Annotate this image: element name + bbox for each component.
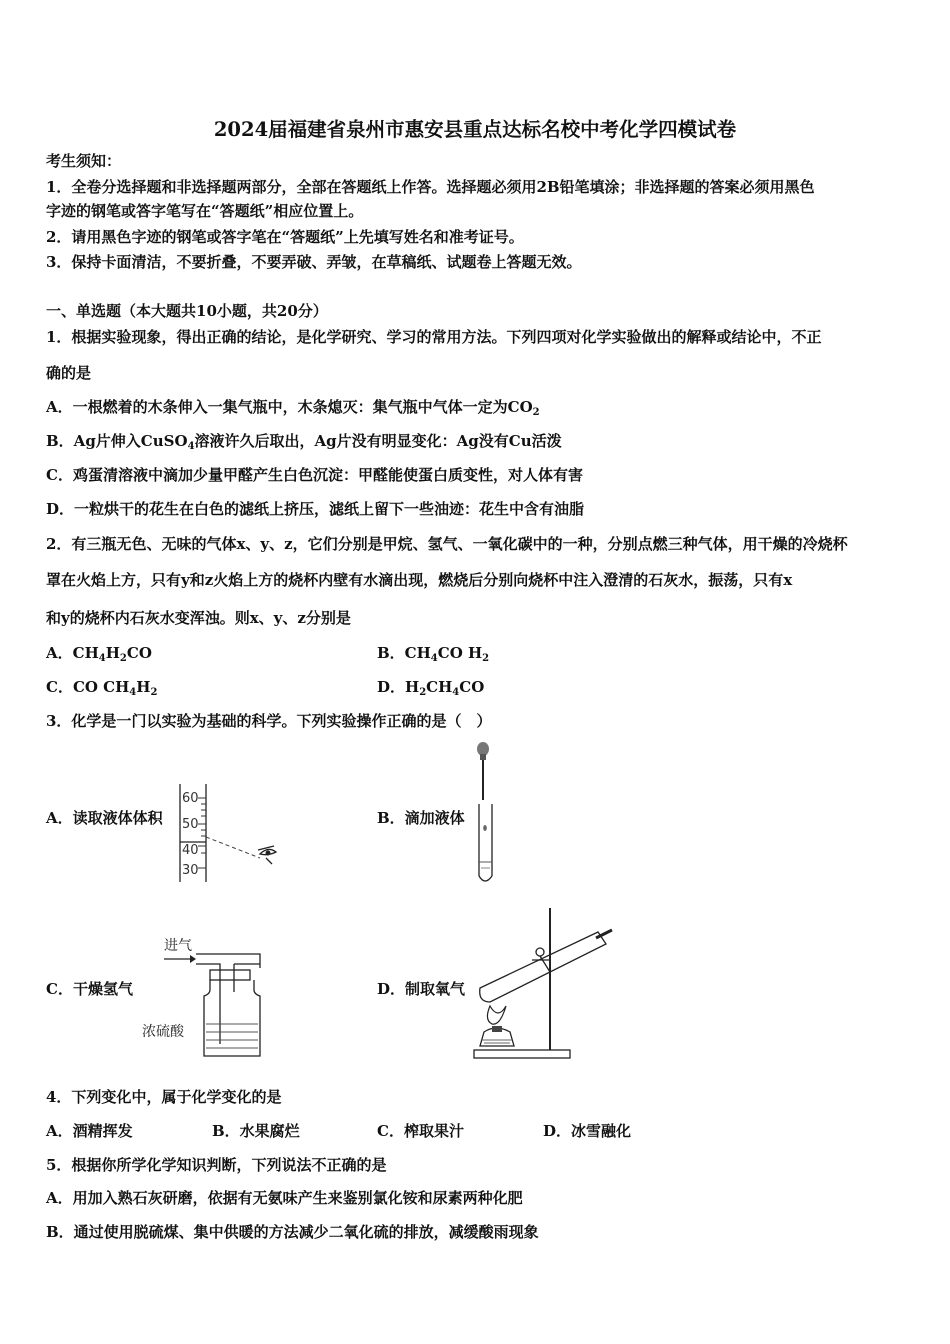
graduated-cylinder-figure	[176, 780, 286, 886]
q1-option-c: C．鸡蛋清溶液中滴加少量甲醛产生白色沉淀：甲醛能使蛋白质变性，对人体有害	[46, 466, 583, 484]
q3-option-b: B．滴加液体	[377, 809, 465, 827]
q5-option-a: A．用加入熟石灰研磨，依据有无氨味产生来鉴别氯化铵和尿素两种化肥	[46, 1189, 523, 1207]
dropper-test-tube-figure	[470, 742, 500, 888]
q5-stem: 5．根据你所学化学知识判断，下列说法不正确的是	[46, 1156, 387, 1174]
page-title: 2024届福建省泉州市惠安县重点达标名校中考化学四模试卷	[213, 118, 737, 141]
q4-stem: 4．下列变化中，属于化学变化的是	[46, 1088, 282, 1106]
q1-stem-cont: 确的是	[46, 364, 92, 382]
q2-stem-cont: 罩在火焰上方，只有y和z火焰上方的烧杯内壁有水滴出现，燃烧后分别向烧杯中注入澄清的石灰水，振荡，只有x	[46, 571, 793, 589]
notice-item: 字迹的钢笔或答字笔写在“答题纸”相应位置上。	[46, 202, 364, 220]
notice-heading: 考生须知：	[46, 152, 122, 170]
acid-label: 浓硫酸	[142, 1024, 184, 1040]
notice-item: 2．请用黑色字迹的钢笔或答字笔在“答题纸”上先填写姓名和准考证号。	[46, 228, 524, 246]
q2-option-d: D．$H_2CH_4CO$	[377, 678, 485, 698]
q4-option-d: D．冰雪融化	[543, 1122, 632, 1140]
q3-option-c: C．干燥氢气	[46, 980, 133, 998]
tick-label: 50	[182, 817, 199, 832]
notice-item: 3．保持卡面清洁，不要折叠，不要弄破、弄皱，在草稿纸、试题卷上答题无效。	[46, 253, 582, 271]
q4-option-a: A．酒精挥发	[46, 1122, 133, 1140]
q1-option-d: D．一粒烘干的花生在白色的滤纸上挤压，滤纸上留下一些油迹：花生中含有油脂	[46, 500, 585, 518]
q2-stem-cont: 和y的烧杯内石灰水变浑浊。则x、y、z分别是	[46, 609, 351, 627]
q2-option-a: A．$CH_4H_2CO$	[46, 644, 152, 664]
q2-option-b: B．$CH_4CO$ $H_2$	[377, 644, 490, 664]
tick-label: 40	[182, 843, 199, 858]
tick-label: 30	[182, 863, 199, 878]
q2-stem: 2．有三瓶无色、无味的气体x、y、z，它们分别是甲烷、氢气、一氧化碳中的一种，分别点燃三种气体，用干燥的冷烧杯	[46, 535, 848, 553]
q3-option-d: D．制取氧气	[377, 980, 466, 998]
q3-option-a: A．读取液体体积	[46, 809, 163, 827]
notice-item: 1．全卷分选择题和非选择题两部分，全部在答题纸上作答。选择题必须用2B铅笔填涂；非选择题的答案必须用黑色	[46, 178, 815, 196]
q3-stem: 3．化学是一门以实验为基础的科学。下列实验操作正确的是（ ）	[46, 712, 492, 730]
gas-washing-bottle-figure	[140, 932, 270, 1062]
q5-option-b: B．通过使用脱硫煤、集中供暖的方法减少二氧化硫的排放，减缓酸雨现象	[46, 1223, 539, 1241]
q4-option-b: B．水果腐烂	[212, 1122, 300, 1140]
tick-label: 60	[182, 791, 199, 806]
inlet-label: 进气	[164, 938, 192, 954]
q1-option-a: A．一根燃着的木条伸入一集气瓶中，木条熄灭：集气瓶中气体一定为$CO_2$	[46, 398, 540, 418]
q1-option-b: B．Ag片伸入CuSO$_4$溶液许久后取出，Ag片没有明显变化：Ag没有Cu活泼	[46, 432, 562, 452]
q4-option-c: C．榨取果汁	[377, 1122, 464, 1140]
q2-option-c: C．CO $CH_4H_2$	[46, 678, 158, 698]
q1-stem: 1．根据实验现象，得出正确的结论，是化学研究、学习的常用方法。下列四项对化学实验做出的解释或结论中，不正	[46, 328, 822, 346]
oxygen-apparatus-figure	[470, 902, 615, 1062]
eye-icon	[258, 846, 276, 864]
section-heading: 一、单选题（本大题共10小题，共20分）	[46, 302, 328, 320]
